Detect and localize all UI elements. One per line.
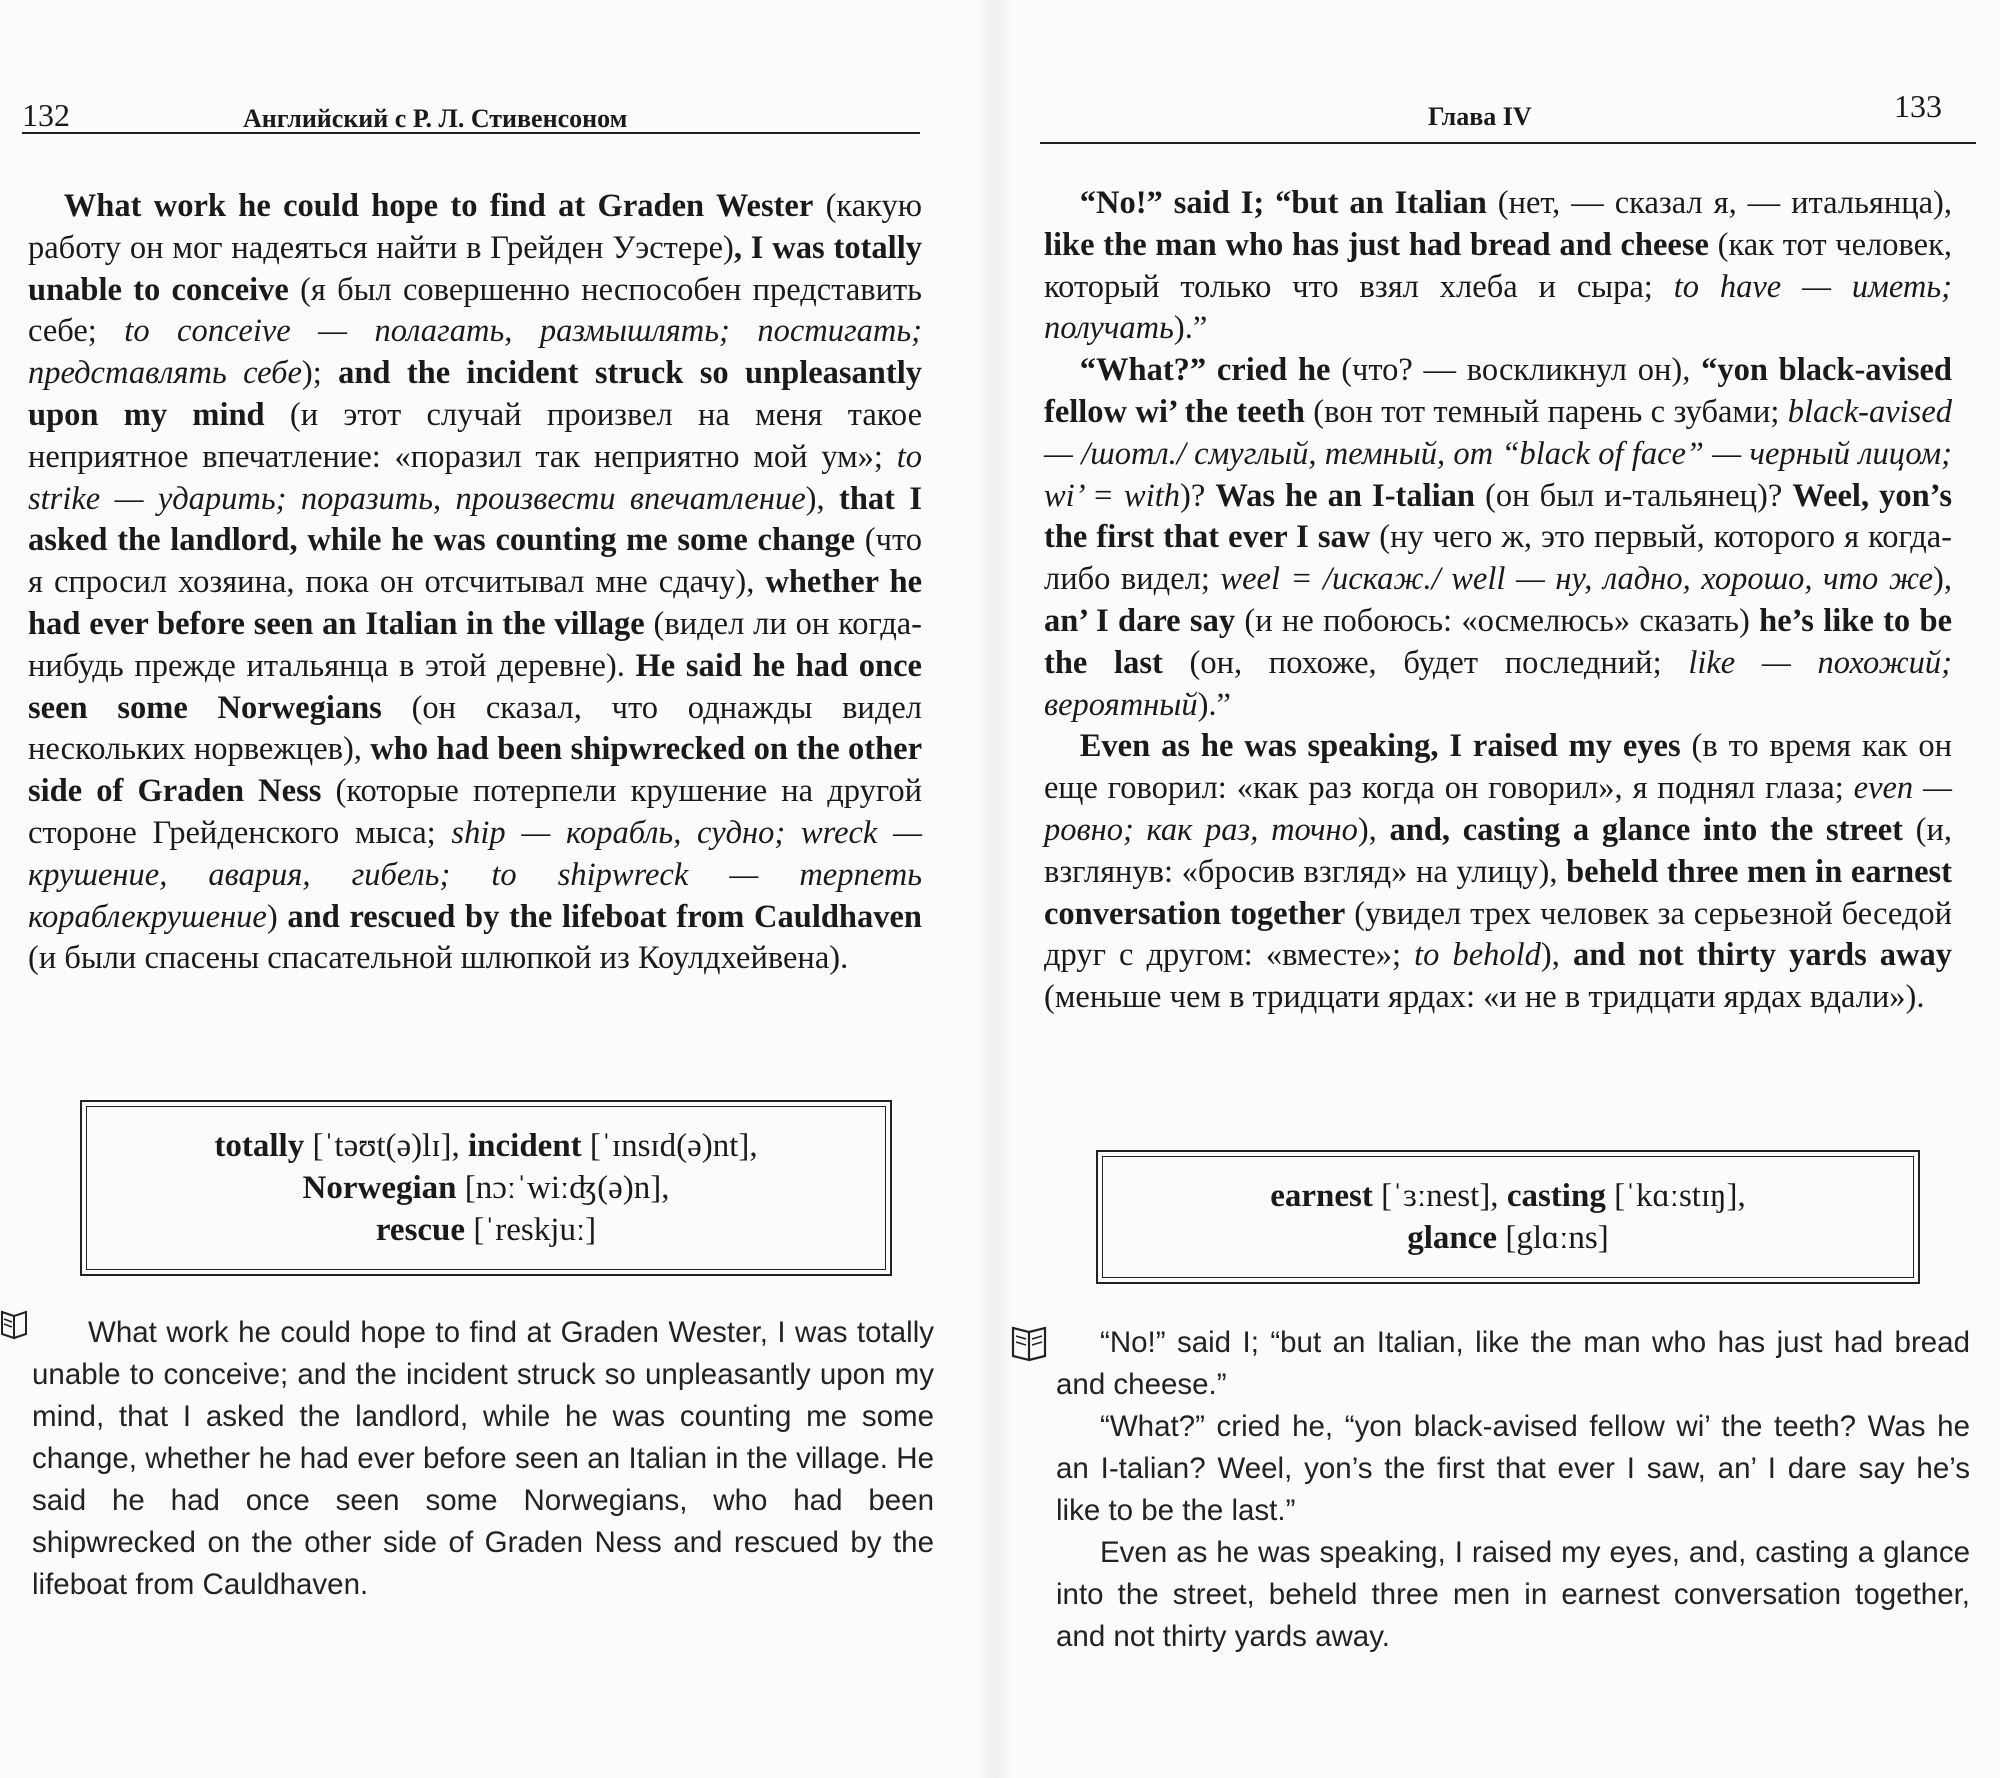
annotated-paragraph: [1044, 183, 1952, 350]
original-text: [1056, 1322, 1970, 1658]
english-phrase: beheld three men in earnest conversation together: [1044, 853, 1952, 932]
open-book-icon: [0, 1308, 30, 1342]
translation-text: ),: [1357, 811, 1390, 848]
english-phrase: like the man who has just had bread and cheese: [1044, 226, 1709, 263]
english-phrase: “What?” cried he: [1079, 352, 1331, 389]
translation-text: (он, похоже, будет последний;: [1162, 644, 1689, 681]
translation-text: [nɔːˈwiːʤ(ə)n],: [456, 1170, 670, 1206]
translation-text: (и не побоюсь: «осмелюсь» сказать): [1235, 602, 1760, 639]
pronunciation-line: [97, 1125, 875, 1167]
translation-text: );: [301, 355, 339, 392]
translation-text: (ну чего ж, это первый, которого я когда-либо видел;: [1044, 519, 1952, 598]
header-rule: [22, 132, 920, 134]
original-paragraph: Even as he was speaking, I raised my eyes, and, casting a glance into the street, beheld three men in earnest conversation together, and not thirty yards away.: [1056, 1536, 1970, 1653]
english-phrase: whether he had ever before seen an Italian in the village: [28, 564, 922, 642]
pronunciation-list: [86, 1106, 886, 1270]
translation-text: (и, взглянув: «бросив взгляд» на улицу),: [1044, 811, 1952, 890]
translation-text: )?: [1180, 477, 1216, 514]
translation-text: (вон тот темный парень с зубами;: [1304, 393, 1788, 430]
translation-text: (нет, — сказал я, — итальянца),: [1486, 185, 1952, 221]
translation-text: (меньше чем в тридцати ярдах: «и не в тридцати ярдах вдали»).: [1044, 979, 1925, 1016]
english-phrase: Weel, yon’s the first that ever I saw: [1044, 477, 1952, 556]
translation-text: [ˈkɑːstɪŋ],: [1605, 1178, 1746, 1214]
translation-text: [ˈreskjuː]: [465, 1212, 597, 1248]
pronunciation-line: [1113, 1217, 1903, 1259]
english-phrase: that I asked the landlord, while he was counting me some change: [28, 480, 923, 559]
translation-text: (и этот случай произвел на меня такое неприятное впечатление: «поразил так неприятно мой ум»;: [28, 396, 922, 475]
english-phrase: rescue: [375, 1212, 466, 1248]
pronunciation-line: [1113, 1175, 1903, 1217]
right-page: [1000, 0, 2000, 1778]
english-phrase: He said he had once seen some Norwegians: [28, 647, 922, 726]
translation-text: [ˈɪnsɪd(ə)nt],: [581, 1128, 758, 1164]
running-title: Английский с Р. Л. Стивенсоном: [243, 104, 628, 133]
translation-text: [glɑːns]: [1497, 1220, 1609, 1256]
english-phrase: and not thirty yards away: [1572, 937, 1953, 974]
english-phrase: and the incident struck so unpleasantly upon my mind: [28, 355, 922, 433]
translation-text: (что я спросил хозяина, пока он отсчитывал мне сдачу),: [28, 522, 922, 601]
header-rule: [1040, 142, 1976, 144]
pronunciation-box: [1096, 1150, 1920, 1284]
translation-text: ),: [805, 480, 839, 517]
vocab-note: to behold: [1414, 937, 1541, 974]
translation-text: [ˈtəʊt(ə)lɪ],: [304, 1128, 468, 1164]
pronunciation-line: [97, 1167, 875, 1209]
translation-text: (и были спасены спасательной шлюпкой из Коулдхейвена).: [28, 940, 849, 977]
english-phrase: who had been shipwrecked on the other side of Graden Ness: [28, 731, 922, 810]
translation-text: [ˈɜːnest],: [1372, 1178, 1507, 1214]
english-phrase: “yon black-avised fellow wi’ the teeth: [1044, 352, 1952, 430]
english-phrase: earnest: [1270, 1178, 1373, 1214]
english-phrase: Was he an I-talian: [1215, 477, 1475, 514]
translation-text: (увидел трех человек за серьезной беседой друг с другом: «вместе»;: [1044, 895, 1953, 974]
translation-text: (какую работу он мог надеяться найти в Грейден Уэстере): [28, 188, 922, 266]
english-phrase: incident: [467, 1128, 582, 1164]
english-phrase: he’s like to be the last: [1044, 602, 1952, 681]
english-phrase: Norwegian: [302, 1170, 457, 1206]
translation-text: ): [266, 898, 288, 935]
pronunciation-line: [97, 1209, 875, 1251]
translation-text: (как тот человек, который только что взял хлеба и сыра;: [1044, 226, 1952, 305]
english-phrase: and, casting a glance into the street: [1389, 811, 1903, 848]
translation-text: ),: [1933, 561, 1952, 598]
annotated-text: [28, 186, 922, 980]
pronunciation-box: [80, 1100, 892, 1276]
translation-text: (я был совершенно неспособен представить себе;: [28, 271, 923, 350]
translation-text: ).”: [1173, 310, 1208, 347]
original-text: What work he could hope to find at Graden Wester, I was totally unable to conceive; and the incident struck so unpleasantly upon my mind, that I asked the landlord, while he was counting me some change, whether he had ever before seen an Italian in the village. He said he had once seen some Norwegians, who had been shipwrecked on the other side of Graden Ness and rescued by the lifeboat from Cauldhaven.: [32, 1316, 934, 1601]
english-phrase: totally: [214, 1128, 305, 1164]
page-number: 132: [22, 97, 70, 133]
vocab-note: to have — иметь; получать: [1044, 268, 1952, 347]
vocab-note: to strike — ударить; поразить, произвести впечатление: [28, 438, 922, 517]
translation-text: (он был и-тальянец)?: [1474, 477, 1793, 514]
vocab-note: like — похожий; вероятный: [1044, 644, 1953, 723]
translation-text: (в то время как он еще говорил: «как раз когда он говорил», я поднял глаза;: [1044, 728, 1953, 807]
english-phrase: an’ I dare say: [1044, 602, 1236, 639]
annotated-paragraph: [1044, 726, 1952, 1019]
original-paragraph: “No!” said I; “but an Italian, like the man who has just had bread and cheese.”: [1056, 1326, 1970, 1401]
translation-text: ).”: [1197, 686, 1231, 723]
vocab-note: even — ровно; как раз, точно: [1044, 770, 1952, 848]
english-phrase: “No!” said I; “but an Italian: [1079, 185, 1487, 221]
english-phrase: glance: [1407, 1220, 1498, 1256]
english-phrase: casting: [1506, 1178, 1606, 1214]
annotated-text: [1044, 183, 1952, 1019]
english-phrase: What work he could hope to find at Graden Wester: [63, 188, 814, 224]
vocab-note: weel = /искаж./ well — ну, ладно, хорошо, что же: [1220, 561, 1934, 598]
vocab-note: black-avised — /шотл./ смуглый, темный, от “black of face” — черный лицом; wi’ = with: [1044, 393, 1952, 514]
english-phrase: , I was totally unable to conceive: [28, 229, 922, 308]
pronunciation-list: [1102, 1156, 1914, 1278]
translation-text: (видел ли он когда-нибудь прежде итальянца в этой деревне).: [28, 605, 922, 684]
running-title: Глава IV: [1428, 102, 1532, 131]
annotated-paragraph: [1044, 350, 1952, 726]
original-paragraph: “What?” cried he, “yon black-avised fellow wi’ the teeth? Was he an I-talian? Weel, yon’s the first that ever I saw, an’ I dare say he’s like to be the last.”: [1056, 1410, 1970, 1527]
vocab-note: to conceive — полагать, размышлять; постигать; представлять себе: [28, 313, 922, 392]
left-page: [0, 0, 960, 1778]
translation-text: (что? — воскликнул он),: [1330, 352, 1702, 389]
open-book-icon: [1010, 1322, 1050, 1364]
translation-text: (которые потерпели крушение на другой стороне Грейденского мыса;: [28, 773, 922, 851]
english-phrase: Even as he was speaking, I raised my eyes: [1079, 728, 1681, 765]
translation-text: (он сказал, что однажды видел нескольких норвежцев),: [28, 689, 922, 768]
vocab-note: ship — корабль, судно; wreck — крушение, авария, гибель; to shipwreck — терпеть кораблекрушение: [28, 814, 922, 935]
page-number: 133: [1894, 88, 1942, 124]
translation-text: ),: [1540, 937, 1573, 974]
english-phrase: and rescued by the lifeboat from Cauldhaven: [287, 898, 923, 935]
